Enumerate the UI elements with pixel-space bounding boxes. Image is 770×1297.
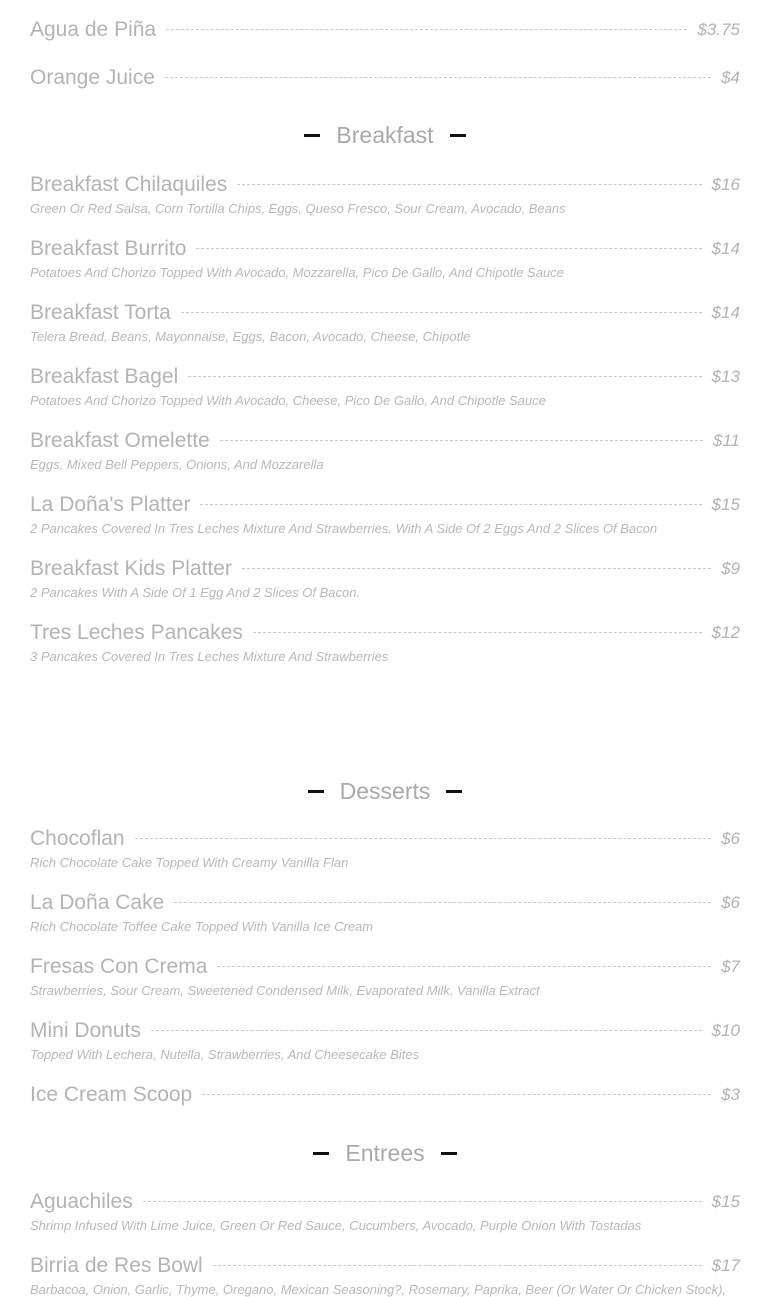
item-description: 2 Pancakes Covered In Tres Leches Mixture And Strawberries. With A Side Of 2 Eggs And 2 Slices Of Bacon (30, 521, 658, 536)
item-name: La Doña's Platter (30, 493, 191, 516)
item-price: $13 (711, 367, 740, 386)
item-description: 2 Pancakes With A Side Of 1 Egg And 2 Slices Of Bacon. (30, 585, 361, 600)
item-name: La Doña Cake (30, 891, 165, 914)
section-title-text: Breakfast (336, 121, 434, 148)
dotted-leader (242, 568, 711, 569)
dotted-leader (165, 77, 711, 78)
section-title-text: Desserts (339, 777, 431, 804)
menu-item (30, 554, 740, 600)
menu-item (30, 1080, 740, 1110)
item-price: $15 (711, 1192, 740, 1211)
item-description: Potatoes And Chorizo Topped With Avocado, Cheese, Pico De Gallo, And Chipotle Sauce (30, 393, 546, 408)
menu-item (30, 1187, 740, 1233)
item-price: $9 (721, 559, 740, 578)
item-price: $14 (711, 303, 740, 322)
item-name: Breakfast Burrito (30, 237, 187, 260)
menu-item (30, 170, 740, 216)
dotted-leader (196, 248, 701, 249)
dotted-leader (213, 1265, 702, 1266)
menu-item (30, 618, 740, 664)
dotted-leader (174, 902, 711, 903)
item-price: $16 (711, 175, 740, 194)
menu-item (30, 824, 740, 870)
item-description: Green Or Red Salsa, Corn Tortilla Chips, Eggs, Queso Fresco, Sour Cream, Avocado, Beans (30, 201, 566, 216)
dotted-leader (200, 504, 701, 505)
section-title-text: Entrees (345, 1139, 425, 1166)
item-price: $3 (721, 1085, 740, 1104)
item-name: Agua de Piña (30, 18, 157, 41)
item-price: $4 (721, 68, 740, 87)
dash-left-icon (308, 790, 324, 793)
item-name: Ice Cream Scoop (30, 1083, 193, 1106)
section-title-desserts (0, 776, 770, 806)
menu-item (30, 298, 740, 344)
dotted-leader (217, 966, 711, 967)
item-name: Birria de Res Bowl (30, 1254, 203, 1277)
item-price: $3.75 (697, 20, 740, 39)
item-price: $12 (711, 623, 740, 642)
item-description: Rich Chocolate Cake Topped With Creamy Vanilla Flan (30, 855, 349, 870)
dotted-leader (135, 838, 712, 839)
item-description: Rich Chocolate Toffee Cake Topped With Vanilla Ice Cream (30, 919, 374, 934)
dotted-leader (181, 312, 702, 313)
menu-item (30, 426, 740, 472)
dotted-leader (202, 1094, 711, 1095)
item-name: Breakfast Chilaquiles (30, 173, 228, 196)
item-price: $6 (721, 893, 740, 912)
dotted-leader (220, 440, 703, 441)
item-name: Mini Donuts (30, 1019, 141, 1042)
dotted-leader (166, 29, 687, 30)
menu-item (30, 952, 740, 998)
item-description: Potatoes And Chorizo Topped With Avocado, Mozzarella, Pico De Gallo, And Chipotle Sauce (30, 265, 564, 280)
item-name: Chocoflan (30, 827, 125, 850)
menu-item (30, 1016, 740, 1062)
item-name: Tres Leches Pancakes (30, 621, 243, 644)
dotted-leader (253, 632, 702, 633)
dash-left-icon (313, 1152, 329, 1155)
item-price: $7 (721, 957, 740, 976)
dash-left-icon (304, 134, 320, 137)
dotted-leader (188, 376, 701, 377)
item-description: Strawberries, Sour Cream, Sweetened Condensed Milk, Evaporated Milk, Vanilla Extract (30, 983, 540, 998)
dash-right-icon (441, 1152, 457, 1155)
menu-item (30, 1251, 740, 1297)
menu-item (30, 888, 740, 934)
item-description: Telera Bread, Beans, Mayonnaise, Eggs, Bacon, Avocado, Cheese, Chipotle (30, 329, 471, 344)
item-price: $10 (711, 1021, 740, 1040)
menu-item (30, 490, 740, 536)
item-name: Breakfast Torta (30, 301, 171, 324)
item-description: Shrimp Infused With Lime Juice, Green Or Red Sauce, Cucumbers, Avocado, Purple Onion With Tostadas (30, 1218, 642, 1233)
menu-item (30, 15, 740, 45)
menu-item (30, 362, 740, 408)
item-description: Barbacoa, Onion, Garlic, Thyme, Oregano, Mexican Seasoning?, Rosemary, Paprika, Beer (Or Water Or Chicken Stock), (30, 1282, 727, 1297)
item-price: $15 (711, 495, 740, 514)
item-price: $14 (711, 239, 740, 258)
item-price: $11 (712, 431, 740, 450)
menu-item (30, 63, 740, 93)
item-description: Topped With Lechera, Nutella, Strawberries, And Cheesecake Bites (30, 1047, 420, 1062)
item-name: Breakfast Omelette (30, 429, 210, 452)
item-name: Orange Juice (30, 66, 155, 89)
item-description: Eggs, Mixed Bell Peppers, Onions, And Mozzarella (30, 457, 324, 472)
dash-right-icon (450, 134, 466, 137)
item-name: Breakfast Bagel (30, 365, 179, 388)
item-name: Aguachiles (30, 1190, 133, 1213)
dotted-leader (151, 1030, 702, 1031)
dotted-leader (143, 1201, 702, 1202)
dotted-leader (237, 184, 701, 185)
section-title-entrees (0, 1138, 770, 1168)
dash-right-icon (446, 790, 462, 793)
section-title-breakfast (0, 120, 770, 150)
item-name: Fresas Con Crema (30, 955, 208, 978)
item-price: $17 (711, 1256, 740, 1275)
item-price: $6 (721, 829, 740, 848)
menu-item (30, 234, 740, 280)
item-description: 3 Pancakes Covered In Tres Leches Mixture And Strawberries (30, 649, 389, 664)
item-name: Breakfast Kids Platter (30, 557, 232, 580)
